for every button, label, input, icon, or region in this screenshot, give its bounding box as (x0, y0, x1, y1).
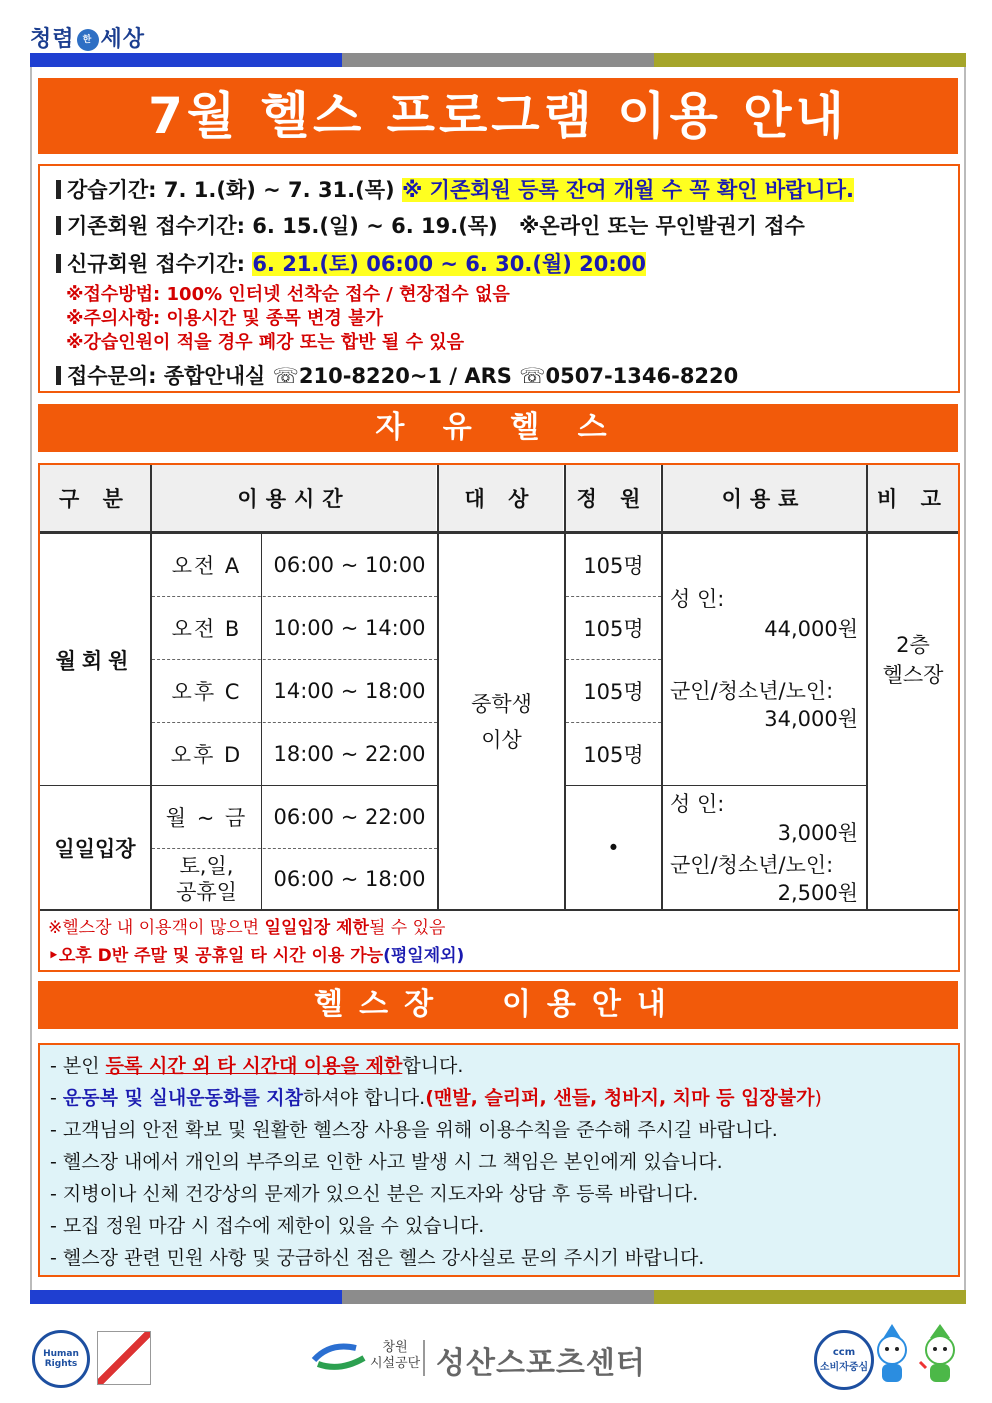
guide-line-5: - 지병이나 신체 건강상의 문제가 있으신 분은 지도자와 상담 후 등록 바랍니다. (50, 1183, 699, 1205)
note-cancel: ※강습인원이 적을 경우 폐강 또는 합반 될 수 있음 (66, 332, 465, 353)
top-color-stripe (30, 53, 966, 67)
course-period: 강습기간: 7. 1.(화) ~ 7. 31.(목) (67, 178, 395, 202)
contact-line (56, 360, 738, 390)
monthly-adult-label: 성 인: (670, 587, 725, 611)
time-a: 06:00 ~ 10:00 (273, 553, 426, 577)
existing-member-method: ※온라인 또는 무인발권기 접수 (519, 214, 805, 238)
new-member-label: 신규회원 접수기간: (67, 252, 245, 276)
header-category: 구 분 (40, 465, 150, 531)
daily-entry-label: 일일입장 (54, 836, 136, 861)
time-b: 10:00 ~ 14:00 (273, 616, 426, 640)
daily-adult-fee: 3,000원 (777, 821, 858, 845)
logo-badge: 한 (77, 29, 99, 51)
capacity-daily: • (607, 835, 620, 860)
guide-line-1: - 본인 등록 시간 외 타 시간대 이용을 제한합니다. (50, 1055, 464, 1077)
course-period-line (56, 174, 854, 204)
class-d-note: ‣오후 D반 주말 및 공휴일 타 시간 이용 가능(평일제외) (48, 946, 465, 966)
guide-line-6: - 모집 정원 마감 시 접수에 제한이 있을 수 있습니다. (50, 1215, 485, 1237)
header-time: 이용시간 (152, 465, 436, 531)
human-rights-logo: Human Rights (32, 1330, 90, 1388)
bottom-color-stripe (30, 1290, 966, 1304)
gym-guide-section-title: 헬스장 이용안내 (38, 981, 958, 1029)
capacity-b: 105명 (583, 617, 644, 641)
frame-left (30, 67, 32, 1290)
monthly-adult-fee: 44,000원 (764, 617, 858, 641)
mascot-green-icon (918, 1322, 962, 1388)
certification-logo (97, 1331, 151, 1385)
slot-d: 오후 D (170, 743, 243, 767)
contact-phone[interactable]: ☏210-8220~1 (272, 364, 443, 388)
new-member-period: 6. 21.(토) 06:00 ~ 6. 30.(월) 20:00 (252, 252, 647, 276)
guide-line-3: - 고객님의 안전 확보 및 원활한 헬스장 사용을 위해 이용수칙을 준수해 주시길 바랍니다. (50, 1119, 778, 1141)
daily-other-label: 군인/청소년/노인: (670, 853, 834, 877)
monthly-other-label: 군인/청소년/노인: (670, 679, 834, 703)
new-member-period-line (56, 248, 646, 278)
registration-info-box (38, 164, 960, 393)
ars-phone[interactable]: ☏0507-1346-8220 (519, 364, 739, 388)
note-method: ※접수방법: 100% 인터넷 선착순 접수 / 현장접수 없음 (66, 284, 510, 305)
slot-c: 오후 C (171, 680, 242, 704)
guide-line-4: - 헬스장 내에서 개인의 부주의로 인한 사고 발생 시 그 책임은 본인에게 있습니다. (50, 1151, 723, 1173)
center-name: 성산스포츠센터 (436, 1346, 646, 1381)
header-capacity: 정 원 (565, 465, 660, 531)
time-d: 18:00 ~ 22:00 (273, 742, 426, 766)
remark-location: 2층 헬스장 (882, 632, 944, 687)
capacity-c: 105명 (583, 680, 644, 704)
daily-adult-label: 성 인: (670, 792, 725, 816)
slot-weekday: 월 ~ 금 (165, 806, 248, 830)
header-remark: 비 고 (868, 465, 958, 531)
guide-line-2: - 운동복 및 실내운동화를 지참하셔야 합니다.(맨발, 슬리퍼, 샌들, 청바지, 치마 등 입장불가) (50, 1087, 822, 1109)
time-c: 14:00 ~ 18:00 (273, 679, 426, 703)
monthly-member-label: 월회원 (55, 648, 135, 673)
capacity-a: 105명 (583, 554, 644, 578)
clean-world-logo (30, 22, 145, 53)
header-fee: 이용료 (662, 465, 866, 531)
capacity-d: 105명 (583, 743, 644, 767)
logo-text: 청렴 (30, 26, 75, 52)
existing-member-reminder: ※ 기존회원 등록 잔여 개월 수 꼭 확인 바랍니다. (401, 178, 854, 202)
daily-other-fee: 2,500원 (777, 881, 858, 905)
slot-b: 오전 B (171, 617, 242, 641)
logo-text-2: 세상 (100, 26, 146, 52)
ccm-logo: ccm 소비자중심 (814, 1330, 874, 1390)
changwon-corp-name: 창원 시설공단 (370, 1340, 421, 1371)
page-title: 7월 헬스 프로그램 이용 안내 (38, 78, 958, 154)
daily-limit-note: ※헬스장 내 이용객이 많으면 일일입장 제한될 수 있음 (48, 918, 446, 938)
free-health-section-title: 자 유 헬 스 (38, 404, 958, 452)
existing-member-period-line (56, 210, 805, 240)
changwon-corp-icon (310, 1338, 370, 1372)
monthly-other-fee: 34,000원 (764, 707, 858, 731)
time-weekday: 06:00 ~ 22:00 (273, 805, 426, 829)
header-target: 대 상 (438, 465, 563, 531)
slot-a: 오전 A (171, 554, 242, 578)
contact-label: 접수문의: 종합안내실 (67, 364, 266, 388)
contact-sep: / ARS (449, 364, 512, 388)
guide-line-7: - 헬스장 관련 민원 사항 및 궁금하신 점은 헬스 강사실로 문의 주시기 바랍니다. (50, 1247, 705, 1269)
target-group: 중학생 이상 (471, 691, 532, 752)
frame-right (964, 67, 966, 1290)
gym-guide-box (38, 1043, 960, 1277)
slot-weekend: 토,일, 공휴일 (176, 854, 237, 904)
existing-member-period: 기존회원 접수기간: 6. 15.(일) ~ 6. 19.(목) (67, 214, 498, 238)
schedule-table (38, 463, 960, 972)
note-caution: ※주의사항: 이용시간 및 종목 변경 불가 (66, 308, 383, 329)
mascot-blue-icon (872, 1322, 912, 1388)
time-weekend: 06:00 ~ 18:00 (273, 867, 426, 891)
footer-divider (423, 1340, 425, 1376)
